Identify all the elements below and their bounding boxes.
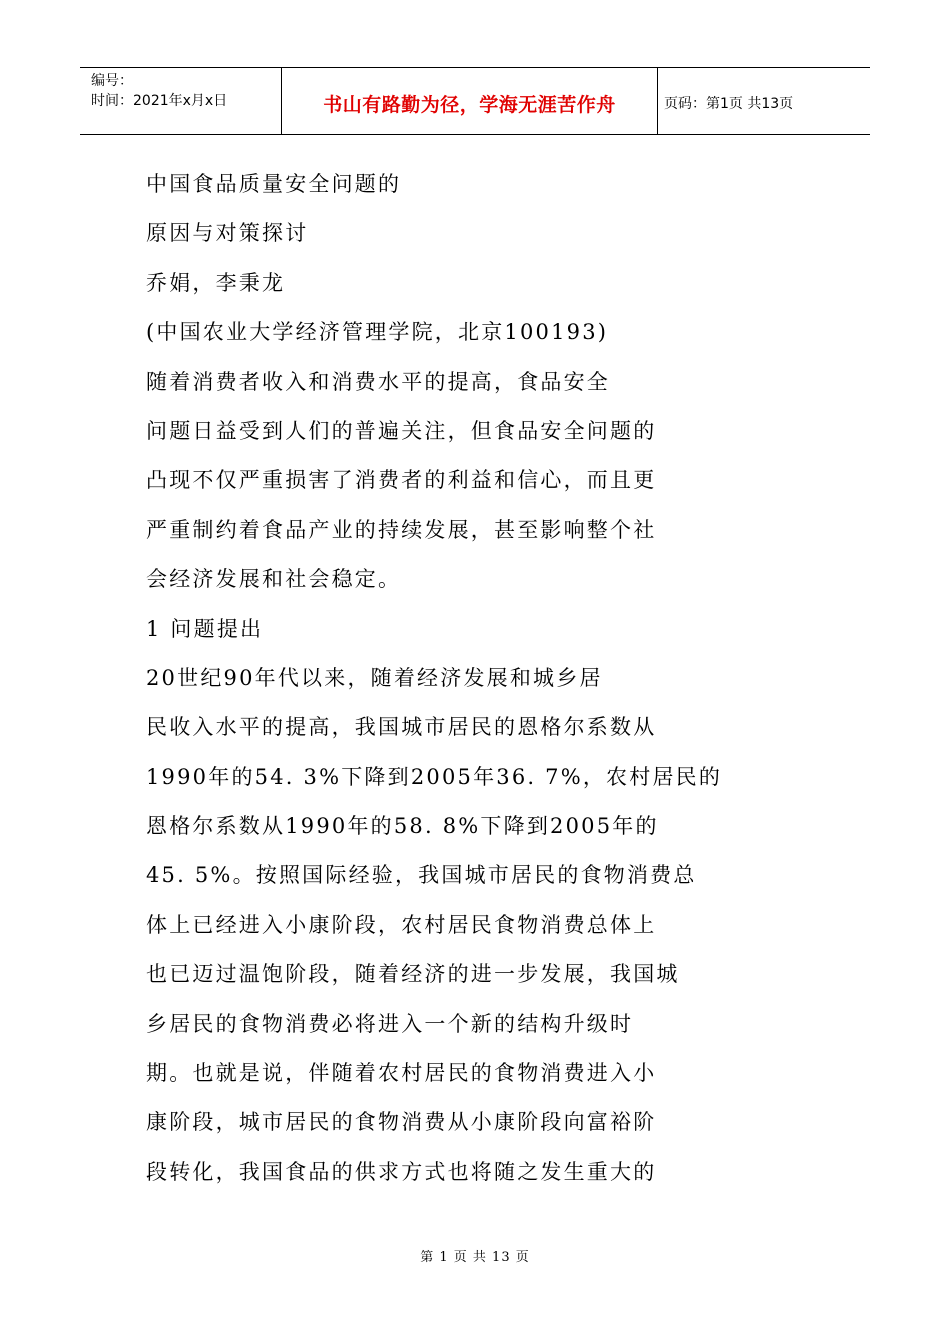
document-time-label: 时间：2021年x月x日: [91, 93, 228, 109]
document-affiliation: (中国农业大学经济管理学院，北京100193): [146, 320, 609, 345]
page-footer: 第 1 页 共 13 页: [420, 1250, 530, 1265]
body-line: 恩格尔系数从1990年的58. 8%下降到2005年的: [146, 814, 659, 839]
document-number-label: 编号：: [91, 73, 133, 89]
body-line: 期。也就是说，伴随着农村居民的食物消费进入小: [146, 1061, 657, 1086]
header-page-code: 页码：第1页 共13页: [664, 96, 794, 112]
body-line: 凸现不仅严重损害了消费者的利益和信心，而且更: [146, 468, 657, 493]
document-body: [146, 160, 766, 1197]
body-line: 乡居民的食物消费必将进入一个新的结构升级时: [146, 1011, 634, 1036]
body-line: 随着消费者收入和消费水平的提高，食品安全: [146, 369, 610, 394]
body-line: 严重制约着食品产业的持续发展，甚至影响整个社: [146, 517, 657, 542]
page-header: [80, 67, 870, 135]
body-line: 段转化，我国食品的供求方式也将随之发生重大的: [146, 1159, 657, 1184]
body-line: 民收入水平的提高，我国城市居民的恩格尔系数从: [146, 715, 657, 740]
body-line: 康阶段，城市居民的食物消费从小康阶段向富裕阶: [146, 1110, 657, 1135]
section-heading: 1 问题提出: [146, 616, 264, 641]
document-title-line-1: 中国食品质量安全问题的: [146, 172, 402, 196]
body-line: 也已迈过温饱阶段，随着经济的进一步发展，我国城: [146, 962, 680, 987]
document-title-line-2: 原因与对策探讨: [146, 221, 309, 246]
body-line: 问题日益受到人们的普遍关注，但食品安全问题的: [146, 418, 657, 443]
body-line: 体上已经进入小康阶段，农村居民食物消费总体上: [146, 912, 657, 937]
header-meta: [80, 68, 282, 134]
document-authors: 乔娟，李秉龙: [146, 270, 286, 295]
body-line: 45. 5%。按照国际经验，我国城市居民的食物消费总: [146, 863, 697, 888]
body-line: 1990年的54. 3%下降到2005年36. 7%，农村居民的: [146, 764, 723, 789]
body-line: 会经济发展和社会稳定。: [146, 567, 402, 592]
body-line: 20世纪90年代以来，随着经济发展和城乡居: [146, 665, 603, 690]
header-motto: 书山有路勤为径，学海无涯苦作舟: [282, 68, 658, 134]
